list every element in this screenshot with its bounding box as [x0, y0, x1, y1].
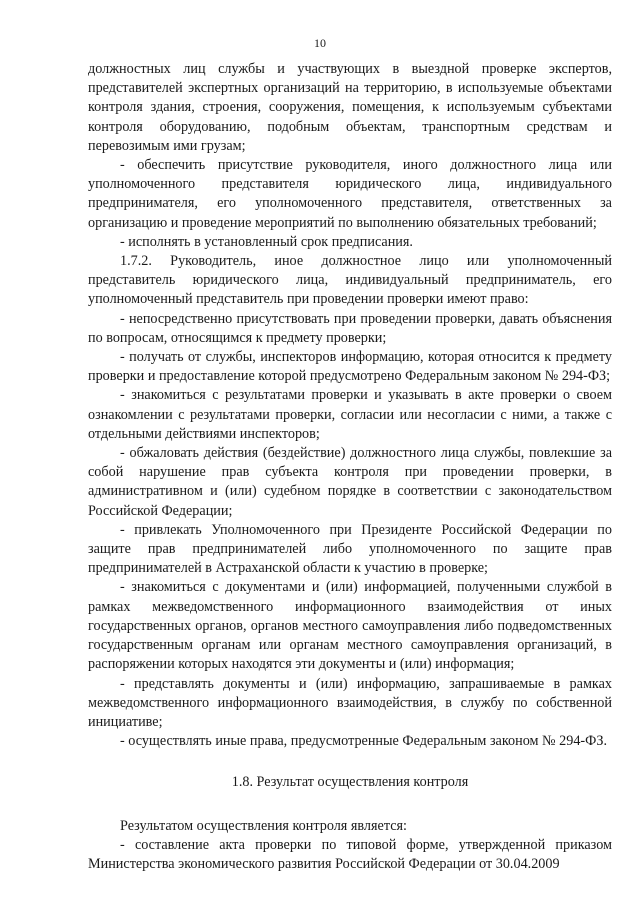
body-paragraph: Результатом осуществления контроля является: [120, 817, 407, 834]
section-heading: 1.8. Результат осуществления контроля [231, 774, 469, 791]
body-paragraph: - получать от службы, инспекторов информацию, которая относится к предмету проверки и предоставление которой предусмотрено Федеральным законом № 294-ФЗ; [88, 349, 612, 385]
body-paragraph: - знакомиться с документами и (или) информацией, полученными службой в рамках межведомственного информационного взаимодействия от иных государственных органов, органов местного самоуправления либо подведомственных государственным органам или органам местного самоуправления организаций, в распоряжении которых находятся эти документы и (или) информация; [88, 579, 612, 673]
body-paragraph: - осуществлять иные права, предусмотренные Федеральным законом № 294-ФЗ. [120, 733, 608, 750]
body-paragraphs-bottom [88, 817, 612, 875]
body-paragraph: - знакомиться с результатами проверки и указывать в акте проверки о своем ознакомлении с результатами проверки, согласии или несогласии с ними, а также с отдельными действиями инспекторов; [88, 387, 612, 442]
page-number: 10 [314, 36, 326, 50]
body-paragraph: - привлекать Уполномоченного при Президенте Российской Федерации по защите прав предпринимателей либо уполномоченного по защите прав предпринимателей в Астраханской области к участию в проверке; [88, 521, 612, 577]
body-paragraph: 1.7.2. Руководитель, иное должностное лицо или уполномоченный представитель юридического лица, индивидуальный предприниматель, его уполномоченный представитель при проведении проверки имеют право: [88, 253, 612, 308]
body-paragraph: - обеспечить присутствие руководителя, иного должностного лица или уполномоченного представителя юридического лица, индивидуального предпринимателя, его уполномоченного представителя, ответственных за организацию и проведение мероприятий по выполнению обязательных требований; [88, 157, 612, 231]
body-paragraph: - составление акта проверки по типовой форме, утвержденной приказом Министерства экономического развития Российской Федерации от 30.04.2009 [88, 836, 612, 872]
document-body [88, 60, 612, 874]
body-paragraphs-top [88, 60, 612, 751]
body-paragraph: должностных лиц службы и участвующих в выездной проверке экспертов, представителей экспертных организаций на территорию, в используемые объектами контроля здания, строения, сооружения, помещения, к используемым субъектами контроля оборудованию, подобным объектам, транспортным средствам и перевозимым ими грузам; [88, 61, 612, 154]
body-paragraph: - представлять документы и (или) информацию, запрашиваемые в рамках межведомственного информационного взаимодействия, в службу по собственной инициативе; [88, 675, 612, 730]
body-paragraph: - непосредственно присутствовать при проведении проверки, давать объяснения по вопросам, относящимся к предмету проверки; [88, 310, 612, 346]
body-paragraph: - обжаловать действия (бездействие) должностного лица службы, повлекшие за собой нарушение прав субъекта контроля при проведении проверки, в административном и (или) судебном порядке в соответствии с законодательством Российской Федерации; [88, 445, 612, 519]
body-paragraph: - исполнять в установленный срок предписания. [120, 233, 413, 250]
